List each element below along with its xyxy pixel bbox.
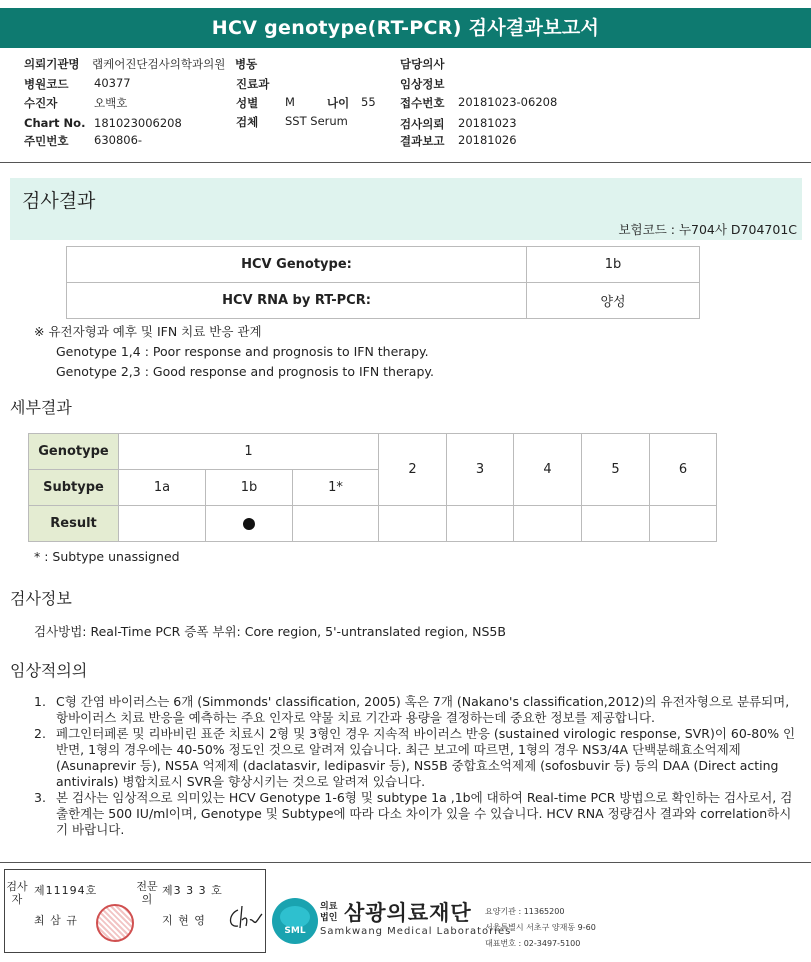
logo-text: SML <box>284 926 306 936</box>
org-phone: 대표번호 : 02-3497-5100 <box>485 939 581 948</box>
subtype-cell: 1b <box>206 470 293 506</box>
insurance-code: 보험코드 : 누704사 D704701C <box>618 222 797 237</box>
item-text: 페그인터페론 및 리바비린 표준 치료시 2형 및 3형인 경우 지속적 바이러스 반응 (sustained virologic response, SVR)이 60-80% 인 반면, 1형의 경우에는 40-50% 정도인 것으로 알려져 있습니다. 최근 보고에 따르면, 1형의 경우 NS3/4A 단백분해효소억제제 (Asunaprevir 등), NS5A 억제제 (daclatasvir, ledipasvir 등), NS5B 중합효소억제제 (sofosbuvir 등) 등의 DAA (Direct acting antivirals) 병합치료시 SVR을 향상시키는 것으로 알려져 있습니다. <box>56 726 796 789</box>
hospital-code-label: 병원코드 <box>24 77 69 91</box>
sex-label: 성별 <box>236 96 259 110</box>
sex-value: M <box>285 95 295 109</box>
ifn-note-line1: Genotype 1,4 : Poor response and prognosis to IFN therapy. <box>56 344 429 359</box>
result-cell <box>447 506 514 542</box>
clinical-list <box>34 694 796 838</box>
result-cell <box>293 506 379 542</box>
org-type: 의료 법인 <box>320 902 338 923</box>
ifn-note <box>34 322 434 382</box>
specialist-vertical-label: 전문의 <box>136 880 158 906</box>
item-text: 본 검사는 임상적으로 의미있는 HCV Genotype 1-6형 및 subtype 1a ,1b에 대하여 Real-time PCR 방법으로 확인하는 검사로서, 검출한계는 500 IU/ml이며, Genotype 및 Subtype에 따라 다소 차이가 있을 수 있습니다. HCV RNA 정량검사 결과와 correlation하시기 바랍니다. <box>56 790 793 837</box>
specialist-name: 지 현 영 <box>162 914 206 927</box>
detail-table <box>28 433 717 542</box>
genotype-row-value: 1b <box>527 247 700 283</box>
genotype-header: Genotype <box>29 434 119 470</box>
header-divider <box>0 162 811 163</box>
subtype-header: Subtype <box>29 470 119 506</box>
info-heading: 검사정보 <box>10 589 72 608</box>
report-date-label: 결과보고 <box>400 134 445 148</box>
genotype-cell: 6 <box>650 434 717 506</box>
patient-info <box>24 56 804 152</box>
sml-logo-icon <box>272 898 318 944</box>
list-item <box>34 790 796 838</box>
report-title: HCV genotype(RT-PCR) 검사결과보고서 <box>0 8 811 48</box>
genotype-cell: 5 <box>582 434 650 506</box>
request-value: 20181023 <box>458 116 517 130</box>
id-label: 주민번호 <box>24 134 69 148</box>
age-value: 55 <box>361 95 376 109</box>
detail-heading: 세부결과 <box>10 398 72 417</box>
hospital-code-value: 40377 <box>94 76 131 90</box>
org-name: 삼광의료재단 <box>344 901 472 925</box>
table-row <box>67 283 700 319</box>
request-label: 검사의뢰 <box>400 117 445 131</box>
doctor-label: 담당의사 <box>400 57 445 71</box>
table-row <box>29 506 717 542</box>
specialist-license: 제3 3 3 호 <box>162 884 223 897</box>
chart-value: 181023006208 <box>94 116 182 130</box>
org-english-name: Samkwang Medical Laboratories <box>320 926 512 937</box>
org-address: 서울특별시 서초구 양재동 9-60 <box>485 923 596 932</box>
receipt-label: 접수번호 <box>400 96 445 110</box>
patient-label: 수진자 <box>24 96 58 110</box>
specimen-value: SST Serum <box>285 114 348 128</box>
rna-row-value: 양성 <box>527 283 700 319</box>
genotype-row-label: HCV Genotype: <box>67 247 527 283</box>
result-cell <box>379 506 447 542</box>
item-number: 3. <box>34 790 46 805</box>
examiner-vertical-label: 검사자 <box>6 880 28 906</box>
examiner-name: 최 삼 규 <box>34 914 78 927</box>
org-contact-info <box>485 904 596 952</box>
result-cell <box>119 506 206 542</box>
genotype-cell: 2 <box>379 434 447 506</box>
table-row <box>29 434 717 470</box>
clinical-heading: 임상적의의 <box>10 661 88 680</box>
patient-name: 오백호 <box>94 96 128 110</box>
org-code: 요양기관 : 11365200 <box>485 907 565 916</box>
ward-label: 병동 <box>235 57 258 71</box>
result-dot-icon <box>243 518 255 530</box>
list-item <box>34 694 796 726</box>
summary-table <box>66 246 700 319</box>
result-cell <box>514 506 582 542</box>
result-cell <box>582 506 650 542</box>
examiner-license: 제11194호 <box>34 884 98 897</box>
clinical-label: 임상정보 <box>400 77 445 91</box>
subtype-footnote: * : Subtype unassigned <box>34 549 180 564</box>
specimen-label: 검체 <box>236 115 259 129</box>
genotype-cell: 3 <box>447 434 514 506</box>
footer-divider <box>0 862 811 863</box>
item-number: 1. <box>34 694 46 709</box>
result-header: Result <box>29 506 119 542</box>
institution-value: 랩케어진단검사의학과의원 <box>92 57 226 71</box>
ifn-note-line2: Genotype 2,3 : Good response and prognosis to IFN therapy. <box>56 364 434 379</box>
dept-label: 진료과 <box>236 77 270 91</box>
id-value: 630806- <box>94 133 143 147</box>
subtype-cell: 1a <box>119 470 206 506</box>
age-label: 나이 <box>327 96 350 110</box>
subtype-cell: 1* <box>293 470 379 506</box>
genotype-1-cell: 1 <box>119 434 379 470</box>
method-text: 검사방법: Real-Time PCR 증폭 부위: Core region, 5'-untranslated region, NS5B <box>34 624 506 639</box>
institution-label: 의뢰기관명 <box>24 57 80 71</box>
seal-icon <box>96 904 134 942</box>
item-text: C형 간염 바이러스는 6개 (Simmonds' classification, 2005) 혹은 7개 (Nakano's classification,2012)의 유전자형으로 분류되며, 항바이러스 치료 반응을 예측하는 주요 인자로 약물 치료 기간과 용량을 결정하는데 중요한 정보를 제공합니다. <box>56 694 790 725</box>
signature-icon <box>224 898 264 938</box>
result-cell <box>206 506 293 542</box>
genotype-cell: 4 <box>514 434 582 506</box>
ifn-note-heading: ※ 유전자형과 예후 및 IFN 치료 반응 관계 <box>34 324 262 339</box>
result-heading: 검사결과 <box>22 190 96 212</box>
list-item <box>34 726 796 790</box>
receipt-value: 20181023-06208 <box>458 95 558 109</box>
rna-row-label: HCV RNA by RT-PCR: <box>67 283 527 319</box>
result-cell <box>650 506 717 542</box>
item-number: 2. <box>34 726 46 741</box>
chart-label: Chart No. <box>24 116 86 130</box>
table-row <box>67 247 700 283</box>
report-date-value: 20181026 <box>458 133 517 147</box>
